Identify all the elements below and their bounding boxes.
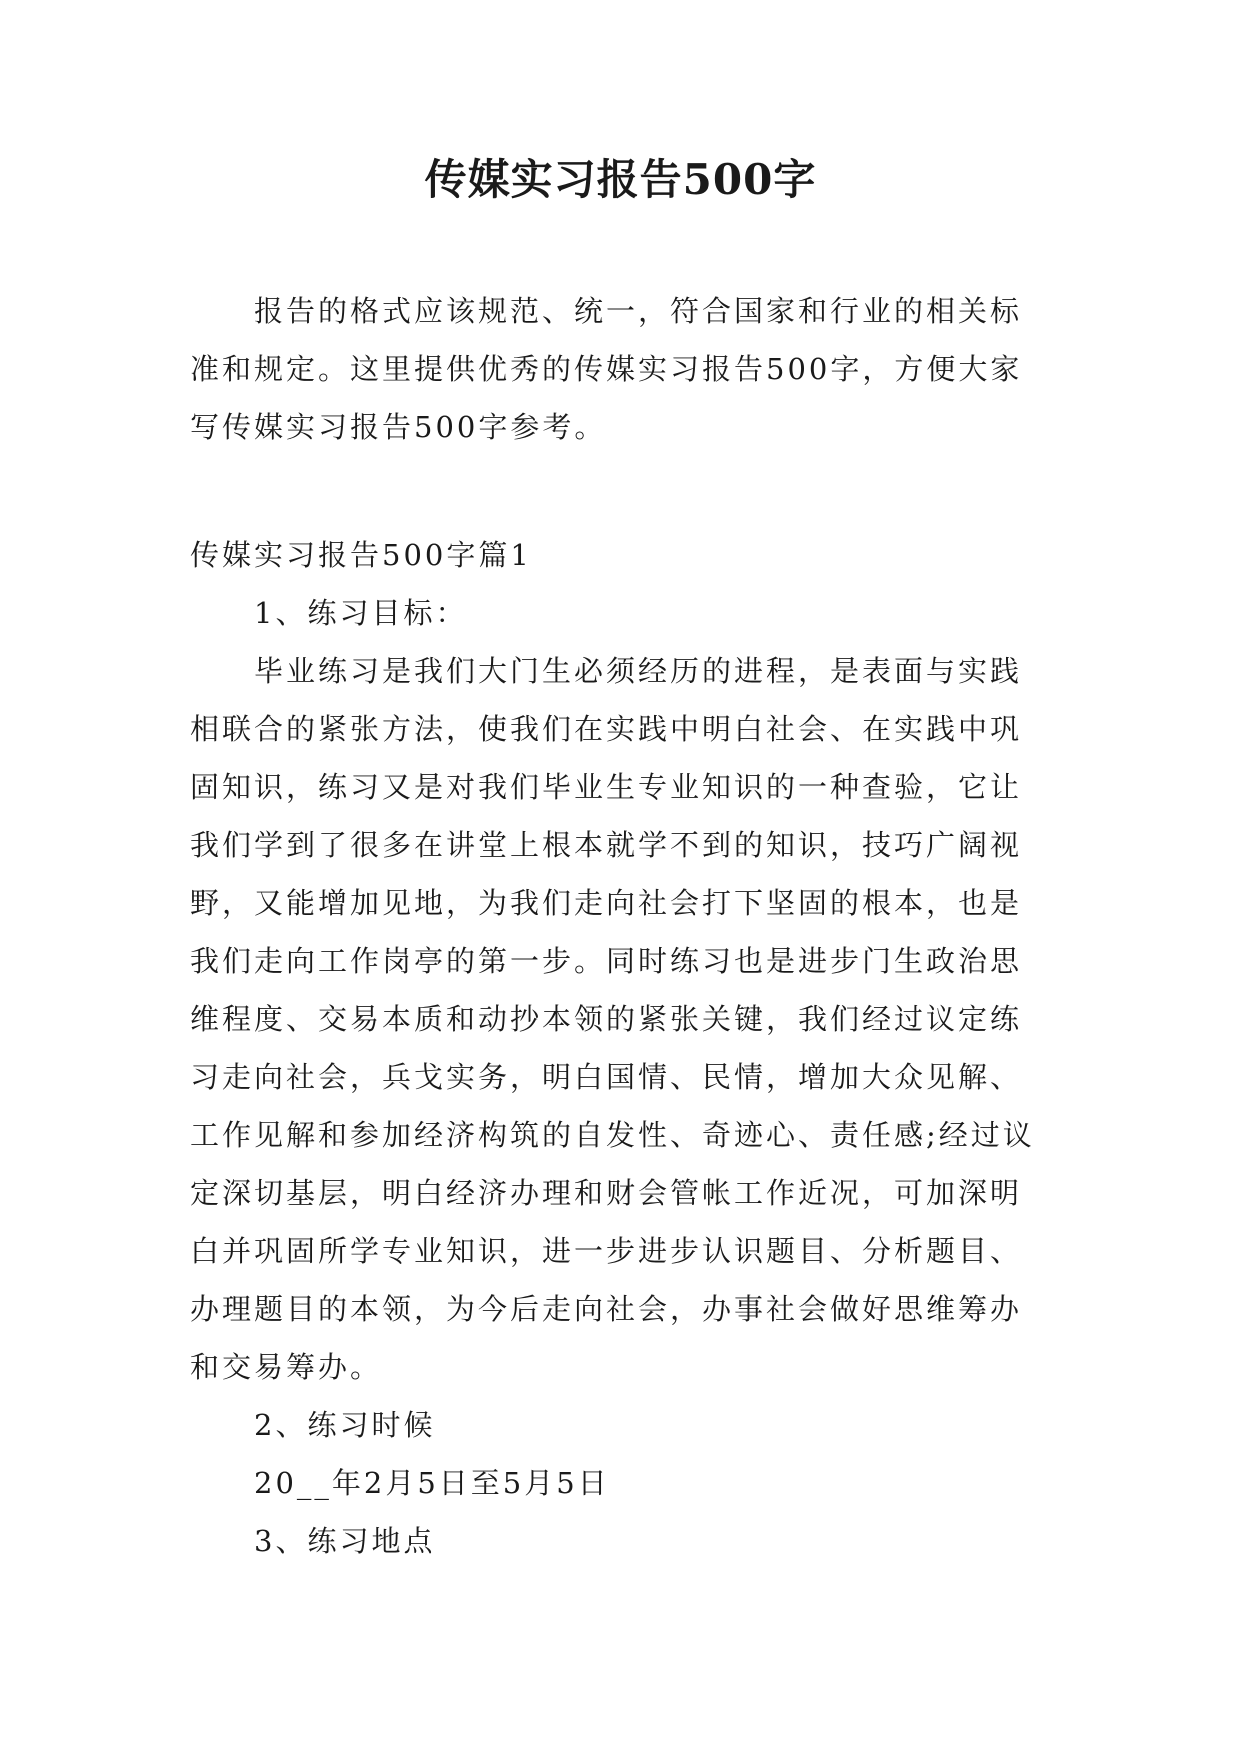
item-3-label: 3、练习地点 bbox=[254, 1524, 436, 1558]
paragraph-gap bbox=[190, 456, 1050, 526]
item-1-label: 1、练习目标： bbox=[254, 596, 468, 630]
document-body bbox=[190, 282, 1050, 1570]
item-2-label: 2、练习时候 bbox=[254, 1408, 436, 1442]
document-title: 传媒实习报告500字 bbox=[424, 155, 817, 204]
item-2-body: 20__年2月5日至5月5日 bbox=[254, 1466, 610, 1500]
intro-paragraph: 报告的格式应该规范、统一，符合国家和行业的相关标准和规定。这里提供优秀的传媒实习报告500字，方便大家写传媒实习报告500字参考。 bbox=[190, 294, 1023, 444]
section-heading: 传媒实习报告500字篇1 bbox=[190, 538, 532, 572]
item-1-body: 毕业练习是我们大门生必须经历的进程，是表面与实践相联合的紧张方法，使我们在实践中明白社会、在实践中巩固知识，练习又是对我们毕业生专业知识的一种查验，它让我们学到了很多在讲堂上根本就学不到的知识，技巧广阔视野，又能增加见地，为我们走向社会打下坚固的根本，也是我们走向工作岗亭的第一步。同时练习也是进步门生政治思维程度、交易本质和动抄本领的紧张关键，我们经过议定练习走向社会，兵戈实务，明白国情、民情，增加大众见解、工作见解和参加经济构筑的自发性、奇迹心、责任感;经过议定深切基层，明白经济办理和财会管帐工作近况，可加深明白并巩固所学专业知识，进一步进步认识题目、分析题目、办理题目的本领，为今后走向社会，办事社会做好思维筹办和交易筹办。 bbox=[190, 654, 1035, 1384]
